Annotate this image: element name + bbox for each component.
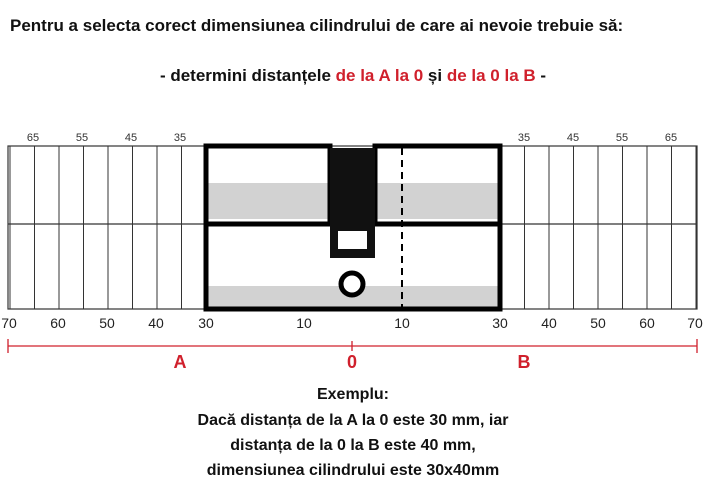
screw-hole bbox=[341, 273, 363, 295]
example-title: Exemplu: bbox=[316, 386, 389, 403]
bottom-label-60-right: 60 bbox=[639, 315, 655, 331]
bottom-label-10-left: 10 bbox=[296, 315, 312, 331]
subheading-and: și bbox=[423, 66, 447, 85]
bottom-label-40-right: 40 bbox=[541, 315, 557, 331]
top-label-65-right: 65 bbox=[664, 132, 678, 144]
bottom-label-10-right: 10 bbox=[394, 315, 410, 331]
bottom-label-50-right: 50 bbox=[590, 315, 606, 331]
bottom-label-30-right: 30 bbox=[492, 315, 508, 331]
distance-0-b-label: de la 0 la B bbox=[446, 66, 536, 85]
example-line-3: dimensiunea cilindrului este 30x40mm bbox=[206, 462, 500, 479]
top-label-55-left: 55 bbox=[75, 132, 89, 144]
marker-a: A bbox=[173, 352, 187, 372]
marker-0: 0 bbox=[346, 352, 358, 372]
top-label-35-left: 35 bbox=[173, 132, 187, 144]
bottom-label-70-left: 70 bbox=[1, 315, 17, 331]
top-label-45-right: 45 bbox=[566, 132, 580, 144]
bottom-label-50-left: 50 bbox=[99, 315, 115, 331]
instruction-subheading bbox=[0, 66, 706, 86]
bottom-label-60-left: 60 bbox=[50, 315, 66, 331]
subheading-prefix: - determini distanțele bbox=[159, 66, 336, 85]
marker-b: B bbox=[517, 352, 531, 372]
bottom-label-70-right: 70 bbox=[687, 315, 703, 331]
cylinder-diagram bbox=[0, 120, 706, 380]
subheading-suffix: - bbox=[535, 66, 547, 85]
instruction-heading: Pentru a selecta corect dimensiunea cilindrului de care ai nevoie trebuie să: bbox=[10, 16, 624, 35]
bottom-label-30-left: 30 bbox=[198, 315, 214, 331]
top-label-65-left: 65 bbox=[26, 132, 40, 144]
top-label-45-left: 45 bbox=[124, 132, 138, 144]
cam-window bbox=[337, 230, 368, 250]
example-line-2: distanța de la 0 la B este 40 mm, bbox=[230, 437, 476, 454]
top-label-55-right: 55 bbox=[615, 132, 629, 144]
distance-a-0-label: de la A la 0 bbox=[335, 66, 424, 85]
top-label-35-right: 35 bbox=[517, 132, 531, 144]
bottom-label-40-left: 40 bbox=[148, 315, 164, 331]
example-line-1: Dacă distanța de la A la 0 este 30 mm, iar bbox=[197, 412, 509, 429]
